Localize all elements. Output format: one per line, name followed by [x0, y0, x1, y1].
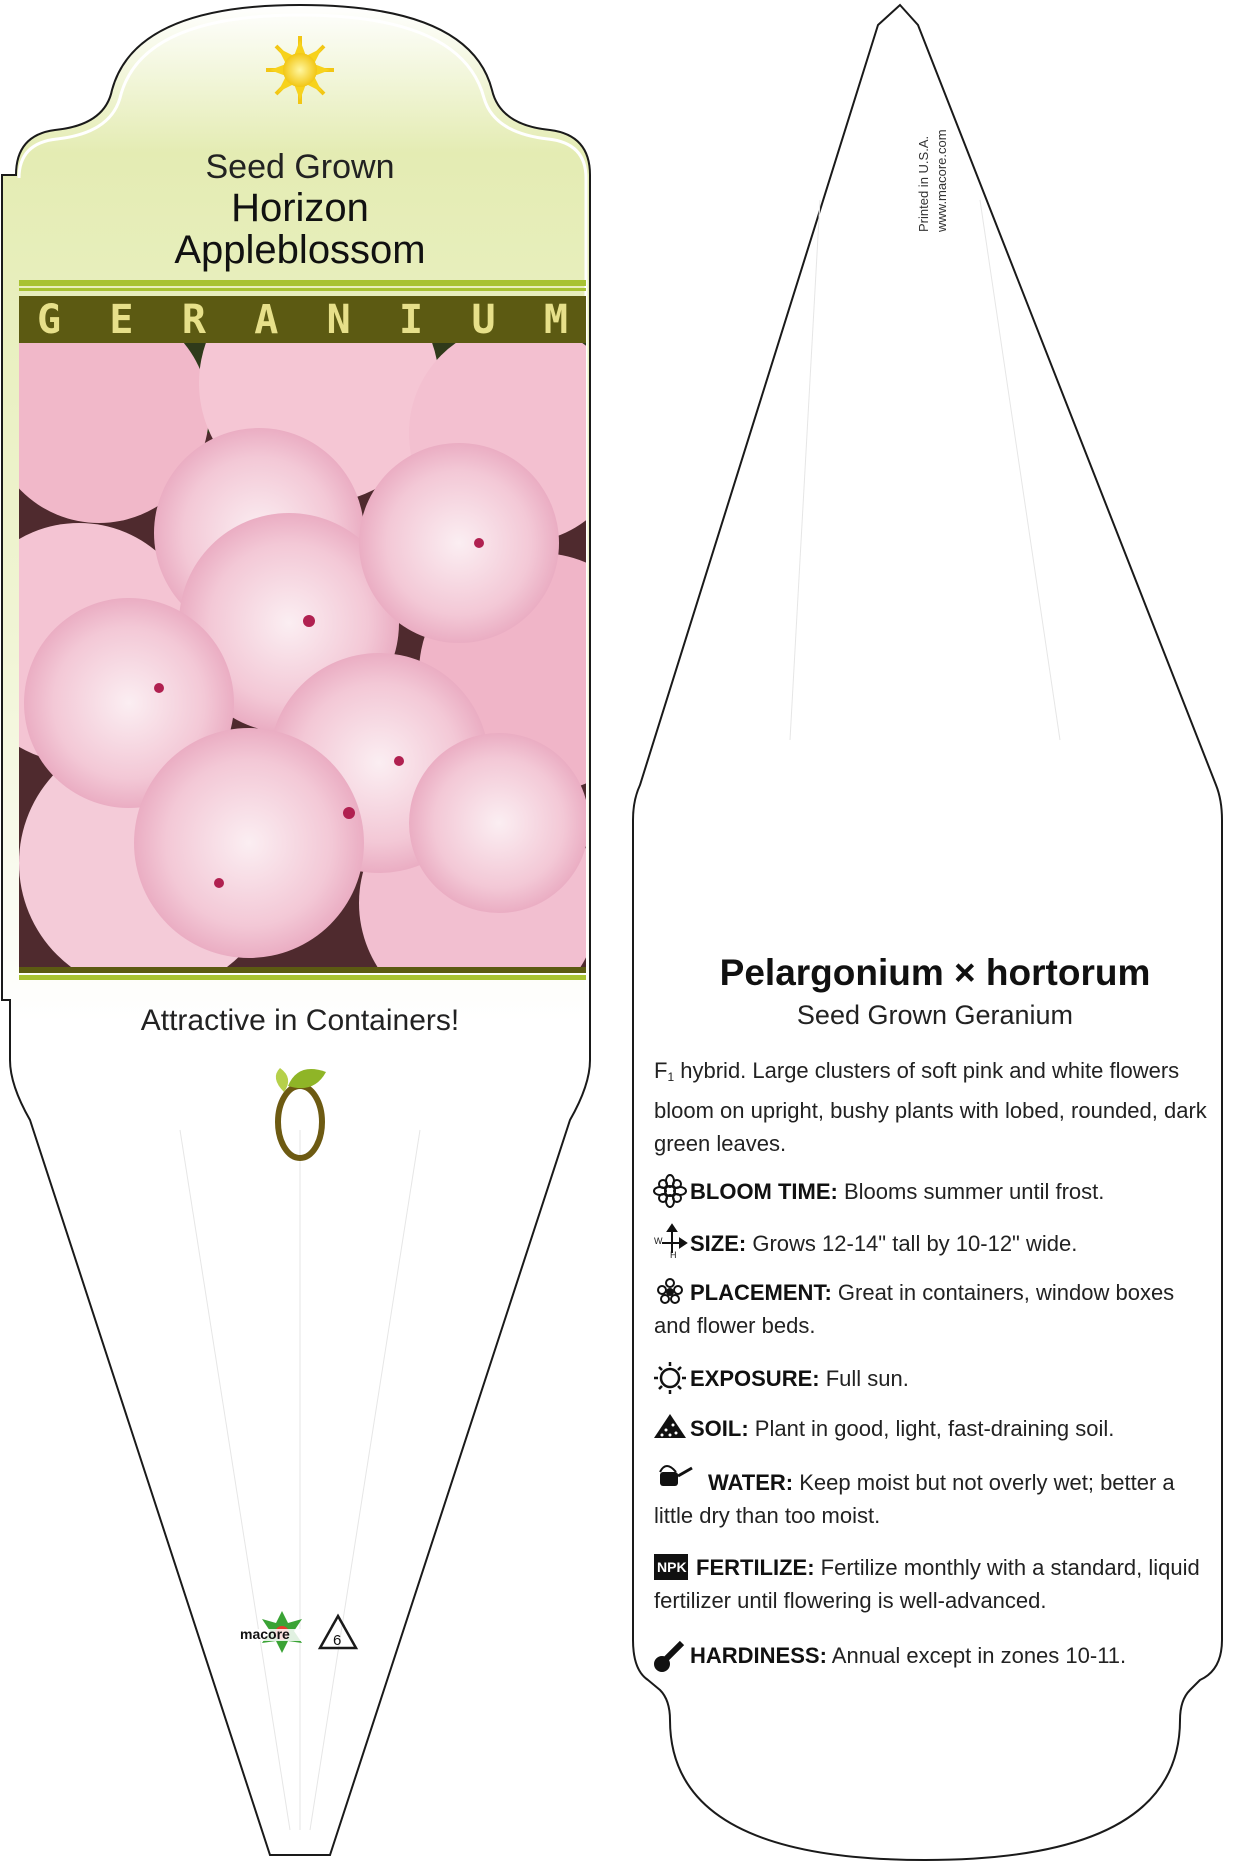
- band-letter: R: [181, 297, 206, 343]
- care-text: Plant in good, light, fast-draining soil.: [748, 1416, 1115, 1441]
- macore-logo-text: macore: [240, 1626, 290, 1642]
- care-soil: [654, 1412, 1214, 1445]
- care-bloom-time: [654, 1175, 1214, 1208]
- care-label: PLACEMENT:: [690, 1280, 832, 1305]
- care-text: Grows 12-14" tall by 10-12" wide.: [746, 1231, 1078, 1256]
- flower-photo: [19, 343, 586, 967]
- care-hardiness: [654, 1639, 1214, 1672]
- care-label: SOIL:: [690, 1416, 749, 1441]
- description-text: hybrid. Large clusters of soft pink and white flowers bloom on upright, bushy plants with lobed, rounded, dark green leaves.: [654, 1058, 1207, 1156]
- band-letter: I: [399, 297, 424, 343]
- care-label: EXPOSURE:: [690, 1366, 820, 1391]
- recycle-number: 6: [333, 1632, 342, 1649]
- band-letter: N: [326, 297, 351, 343]
- printed-in-usa: Printed in U.S.A.: [916, 135, 931, 232]
- tagline: Attractive in Containers!: [140, 1004, 460, 1037]
- genus-band: [19, 296, 586, 344]
- care-label: WATER:: [708, 1470, 794, 1495]
- care-water: [654, 1466, 1214, 1532]
- care-label: FERTILIZE:: [696, 1555, 815, 1580]
- subtitle-seed-grown: Seed Grown: [205, 148, 395, 186]
- band-letter: U: [471, 297, 496, 343]
- plant-description: [654, 1054, 1214, 1160]
- care-text: Fertilize monthly with a standard, liquid fertilizer until flowering is well-advanced.: [654, 1555, 1200, 1613]
- band-letter: E: [109, 297, 134, 343]
- macore-url: www.macore.com: [934, 129, 949, 232]
- variety-name-line1: Horizon: [231, 186, 369, 230]
- npk-label: NPK: [657, 1559, 687, 1575]
- care-size: [654, 1227, 1214, 1260]
- care-text: Annual except in zones 10-11.: [826, 1643, 1127, 1668]
- care-text: Blooms summer until frost.: [837, 1179, 1105, 1204]
- care-text: Great in containers, window boxes and flower beds.: [654, 1280, 1175, 1338]
- sun-icon: [266, 36, 334, 104]
- care-label: BLOOM TIME:: [690, 1179, 838, 1204]
- f1-subscript: 1: [667, 1070, 675, 1084]
- size-icon-w: W: [654, 1236, 663, 1246]
- care-fertilize: [654, 1551, 1214, 1617]
- care-text: Full sun.: [819, 1366, 909, 1391]
- scientific-name: Pelargonium × hortorum: [719, 952, 1151, 993]
- care-text: Keep moist but not overly wet; better a little dry than too moist.: [654, 1470, 1175, 1528]
- variety-name-line2: Appleblossom: [174, 228, 426, 272]
- size-icon-h: H: [670, 1250, 677, 1260]
- care-placement: [654, 1276, 1214, 1342]
- common-name: Seed Grown Geranium: [796, 1000, 1074, 1030]
- care-exposure: [654, 1362, 1214, 1395]
- band-letter: G: [37, 297, 62, 343]
- band-letter: A: [254, 297, 279, 343]
- f1-prefix: F: [654, 1058, 668, 1083]
- care-label: HARDINESS:: [690, 1643, 827, 1668]
- care-label: SIZE:: [690, 1231, 747, 1256]
- band-letter: M: [543, 297, 568, 343]
